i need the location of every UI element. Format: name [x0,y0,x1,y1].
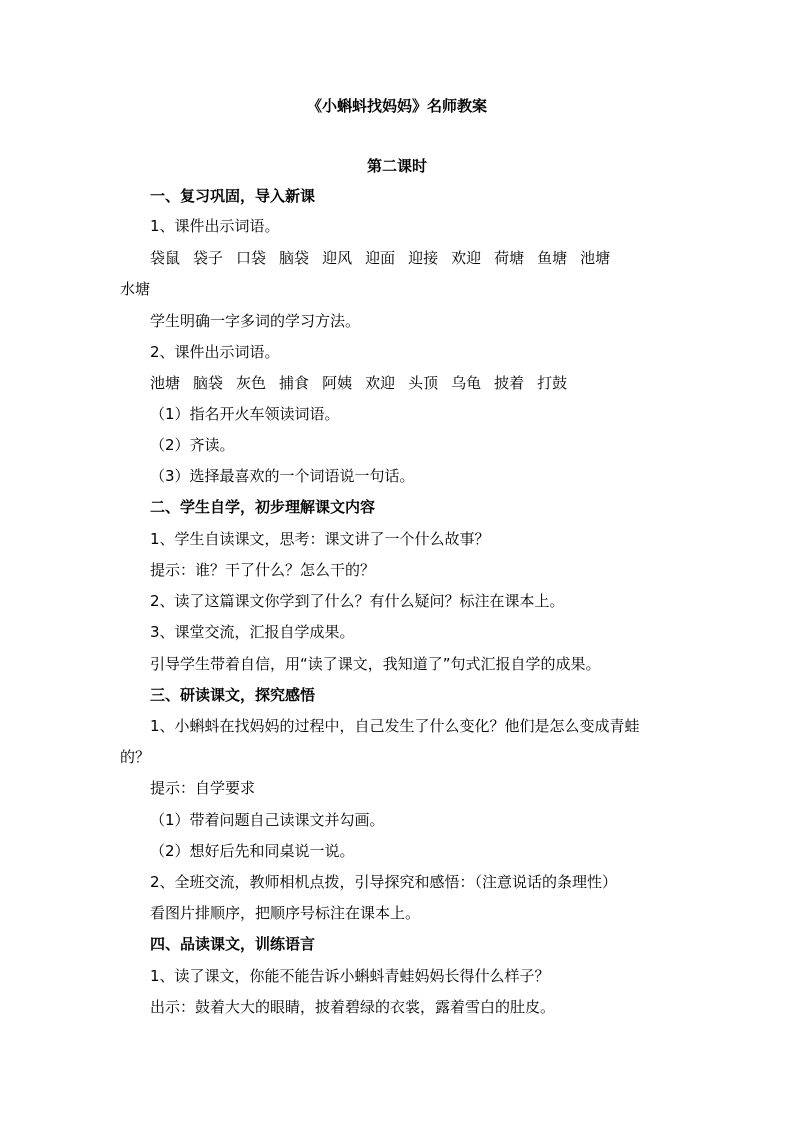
paragraph: 2、全班交流，教师相机点拨，引导探究和感悟：（注意说话的条理性） [150,873,618,891]
paragraph: 1、小蝌蚪在找妈妈的过程中，自己发生了什么变化？他们是怎么变成青蛙 [150,717,640,735]
paragraph: 的？ [120,748,151,766]
word: 脑袋 [279,249,310,267]
word: 池塘 [150,374,181,392]
word: 捕食 [279,374,310,392]
word: 池塘 [580,249,611,267]
word: 灰色 [236,374,267,392]
paragraph: （1）指名开火车领读词语。 [150,405,340,423]
paragraph: 提示：自学要求 [150,779,256,797]
section-heading-3: 三、研读课文，探究感悟 [150,686,316,704]
word: 鱼塘 [537,249,568,267]
word: 迎面 [365,249,396,267]
word: 袋子 [193,249,224,267]
document-title: 《小蝌蚪找妈妈》名师教案 [306,97,487,115]
word: 打鼓 [537,374,568,392]
word-list-2 [150,373,567,393]
section-heading-1: 一、复习巩固，导入新课 [150,187,316,205]
paragraph: 看图片排顺序，把顺序号标注在课本上。 [150,904,421,922]
word: 欢迎 [365,374,396,392]
word: 欢迎 [451,249,482,267]
word: 口袋 [236,249,267,267]
word: 荷塘 [494,249,525,267]
paragraph: 3、课堂交流，汇报自学成果。 [150,623,355,641]
paragraph: （2）想好后先和同桌说一说。 [150,842,355,860]
paragraph: （1）带着问题自己读课文并勾画。 [150,811,385,829]
section-heading-4: 四、品读课文，训练语言 [150,935,316,953]
word: 披着 [494,374,525,392]
word-list-1 [150,248,610,268]
paragraph: 出示：鼓着大大的眼睛，披着碧绿的衣裳，露着雪白的肚皮。 [150,998,556,1016]
paragraph: 引导学生带着自信，用“读了课文，我知道了”句式汇报自学的成果。 [150,655,601,673]
paragraph: 1、读了课文，你能不能告诉小蝌蚪青蛙妈妈长得什么样子？ [150,967,550,985]
paragraph: （2）齐读。 [150,436,235,454]
paragraph: 学生明确一字多词的学习方法。 [150,312,361,330]
word: 脑袋 [193,374,224,392]
paragraph: （3）选择最喜欢的一个词语说一句话。 [150,467,415,485]
word: 袋鼠 [150,249,181,267]
paragraph: 1、课件出示词语。 [150,217,280,235]
word: 迎接 [408,249,439,267]
section-heading-2: 二、学生自学，初步理解课文内容 [150,498,376,516]
word-list-1-wrap: 水塘 [120,280,151,298]
paragraph: 2、课件出示词语。 [150,343,280,361]
paragraph: 2、读了这篇课文你学到了什么？有什么疑问？标注在课本上。 [150,592,565,610]
paragraph: 1、学生自读课文，思考：课文讲了一个什么故事？ [150,530,490,548]
paragraph: 提示：谁？干了什么？怎么干的？ [150,561,376,579]
lesson-period: 第二课时 [366,157,427,175]
word: 阿姨 [322,374,353,392]
word: 乌龟 [451,374,482,392]
word: 头顶 [408,374,439,392]
word: 迎风 [322,249,353,267]
